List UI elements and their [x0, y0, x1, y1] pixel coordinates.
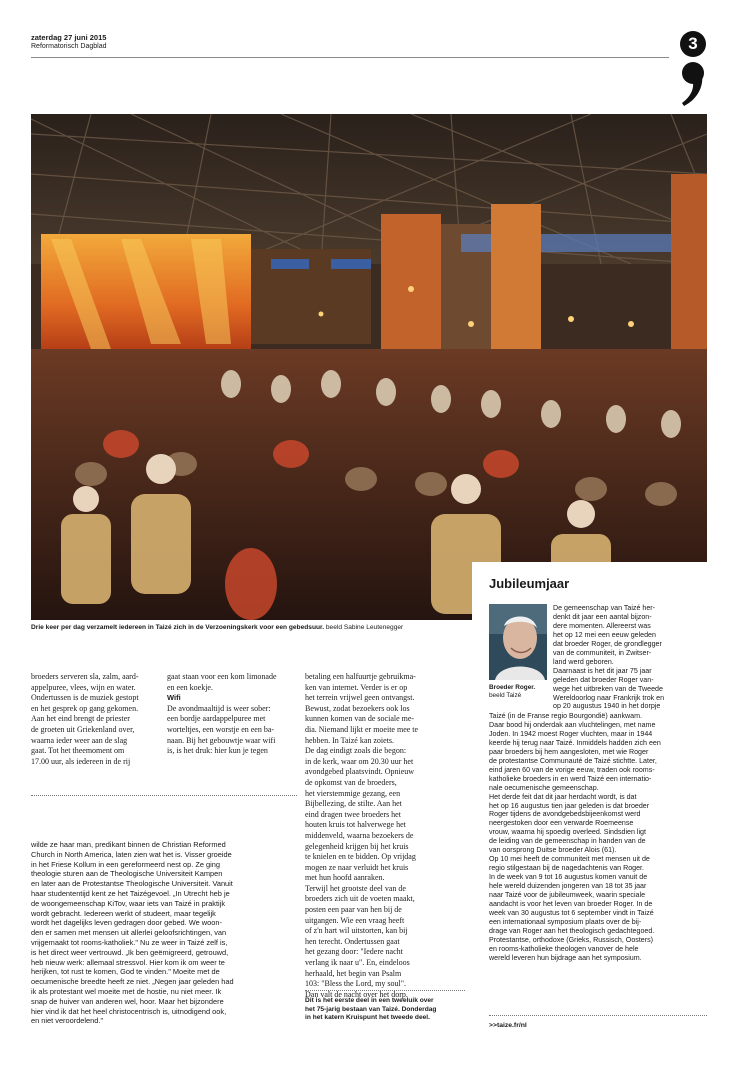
- article-lower-block: [31, 840, 301, 1026]
- dotted-separator: [31, 795, 297, 796]
- article-column-2: [167, 672, 297, 757]
- text-line: het vierstemmige gezang, een: [305, 788, 401, 798]
- text-line: land werd geboren.: [553, 657, 614, 666]
- text-line: Terwijl het grootste deel van de: [305, 883, 406, 893]
- text-line: Op 10 mei heeft de communiteit met mensen uit de: [489, 855, 650, 864]
- text-line: In de week van 9 tot 16 augustus komen vanuit de: [489, 873, 648, 882]
- text-line: een bordje aardappelpuree met: [167, 714, 266, 724]
- text-line: worteltjes, een worstje en een ba-: [167, 724, 275, 734]
- text-line: 103: "Bless the Lord, my soul".: [305, 979, 406, 989]
- text-line: het gezang door: "Iedere nacht: [305, 947, 403, 957]
- text-line: Het derde feit dat dit jaar herdacht wordt, is dat: [489, 792, 637, 801]
- series-note: [305, 997, 465, 1023]
- text-line: is, is het druk: hier kun je tegen: [167, 746, 268, 756]
- text-line: denkt dit jaar een aantal bijzon-: [553, 612, 652, 621]
- text-line: in het Friese Kollum in een gereformeerd nest op. Ze ging: [31, 859, 220, 869]
- text-line: week van 30 augustus tot 6 september vindt in Taizé: [489, 908, 654, 917]
- text-line: Ondertussen is de muziek gestopt: [31, 693, 139, 703]
- text-line: eind jaren 60 van de vorige eeuw, traden ook rooms-: [489, 765, 655, 774]
- portrait-credit: beeld Taizé: [489, 692, 522, 700]
- text-line: in het katern Kruispunt het tweede deel.: [305, 1014, 430, 1022]
- website-link[interactable]: >>taize.fr/nl: [489, 1022, 527, 1029]
- text-line: oecumenische breedte heeft ze niet. „Negen jaar geleden had: [31, 977, 234, 987]
- text-line: Roger tijdens de avondgebedsbijeenkomst werd: [489, 810, 641, 819]
- text-line: katholieke broeders in en werd Taizé een internatio-: [489, 774, 652, 783]
- text-line: wereld leveren hun bijdrage aan het symposium.: [489, 953, 642, 962]
- text-line: de opkomst van de broeders,: [305, 777, 397, 787]
- text-line: met hun hoofd aanraken.: [305, 873, 385, 883]
- text-line: Dan valt de nacht over het dorp.: [305, 989, 408, 999]
- text-line: haar studententijd kent ze het Taizégevoel. „In Utrecht heb je: [31, 888, 230, 898]
- church-interior-illustration: [31, 114, 707, 620]
- text-line: de groeten uit Griekenland over,: [31, 724, 135, 734]
- dotted-separator: [305, 990, 465, 991]
- comma-logo-icon: [680, 62, 706, 106]
- page-number: 3: [680, 31, 706, 57]
- portrait-illustration: [489, 604, 547, 680]
- text-line: waarna ieder weer aan de slag: [31, 735, 128, 745]
- text-line: uitgangen. Wie een vraag heeft: [305, 915, 405, 925]
- text-line: wilde ze haar man, predikant binnen de Christian Reformed: [31, 840, 226, 849]
- text-line: vrijgemaakt tot rooms-katholiek." Nu ze weer in Taizé zelf is,: [31, 937, 228, 947]
- text-line: in de kerk, waar om 20.30 uur het: [305, 756, 414, 766]
- text-line: de woongemeenschap KiTov, waar iets van Taizé in praktijk: [31, 898, 226, 908]
- text-line: kunnen komen van de sociale me-: [305, 714, 415, 724]
- text-line: theologie sturen aan de Theologische Universiteit Kampen: [31, 869, 223, 879]
- photo-credit: beeld Sabine Leutenegger: [325, 624, 404, 631]
- text-line: mogen ze naar verluidt het kruis: [305, 862, 409, 872]
- text-line: van de communiteit, in Zwitser-: [553, 648, 652, 657]
- text-line: dia. Niemand lijkt er moeite mee te: [305, 724, 419, 734]
- text-line: nale oecumenische gemeenschap.: [489, 783, 599, 792]
- text-line: het op 12 mei een eeuw geleden: [553, 630, 656, 639]
- sidebar-text-upper: [553, 604, 708, 711]
- text-line: broeders zich uit de voeten maakt,: [305, 894, 415, 904]
- text-line: vrouw, waarna hij spoedig overleed. Sindsdien ligt: [489, 828, 646, 837]
- text-line: verlang ik naar u". En, eindeloos: [305, 958, 410, 968]
- text-line: hen terecht. Ondertussen gaat: [305, 936, 400, 946]
- text-line: paar broeders bij hem aangesloten, met wie Roger: [489, 747, 649, 756]
- text-line: naan. Bij het gebouwtje waar wifi: [167, 735, 276, 745]
- text-line: avondgebed plaatsvindt. Opnieuw: [305, 767, 415, 777]
- text-line: aandacht is voor het leven van broeder Roger. In de: [489, 900, 653, 909]
- text-line: en niet veroordelend.": [31, 1016, 104, 1026]
- photo-caption: [31, 624, 471, 631]
- text-line: Dit is het eerste deel in een tweeluik over: [305, 997, 434, 1004]
- article-column-3: [305, 672, 465, 1000]
- text-line: gaat staan voor een kom limonade: [167, 672, 277, 681]
- text-line: hier vind ik dat het heel christocentrisch is, uitnodigend ook,: [31, 1006, 227, 1016]
- text-line: wege het uitbreken van de Tweede: [553, 684, 663, 693]
- text-line: Aan het eind brengt de priester: [31, 714, 130, 724]
- text-line: heb nieuw werk: allemaal stressvol. Hier kom ik om weer te: [31, 957, 225, 967]
- text-line: Daarnaast is het dit jaar 75 jaar: [553, 666, 652, 675]
- text-line: drage van Roger aan het theologisch gedachtegoed.: [489, 926, 655, 935]
- text-line: neergestoken door een verwarde Roemeense: [489, 819, 634, 828]
- text-line: de leiding van de gemeenschap in handen van de: [489, 837, 646, 846]
- article-column-1: [31, 672, 161, 767]
- text-line: De gemeenschap van Taizé her-: [553, 604, 655, 612]
- text-line: den er samen met mensen uit allerlei geloofsrichtingen, van: [31, 928, 227, 938]
- text-line: Bijbellezing, de stilte. Aan het: [305, 799, 402, 809]
- text-line: herhaald, het begin van Psalm: [305, 968, 402, 978]
- sidebar-title: Jubileumjaar: [489, 576, 570, 591]
- issue-date: zaterdag 27 juni 2015: [31, 33, 107, 42]
- portrait-caption: [489, 684, 551, 701]
- text-line: en een koekje.: [167, 682, 213, 692]
- text-line: dere momenten. Allereerst was: [553, 621, 651, 630]
- text-line: of z'n hart wil uitstorten, kan bij: [305, 926, 408, 936]
- photo-caption-text: Drie keer per dag verzamelt iedereen in Taizé zich in de Verzoeningskerk voor een gebedsuur.: [31, 624, 325, 631]
- text-line: hebben. In Taizé kan zoiets.: [305, 735, 395, 745]
- header-rule: [31, 57, 669, 58]
- text-line: wordt het dagelijks leven gedragen door gebed. We woon-: [31, 918, 222, 928]
- portrait-photo: [489, 604, 547, 680]
- text-line: en rooms-katholieke theologen vanover de hele: [489, 944, 639, 953]
- text-line: eind dragen twee broeders het: [305, 809, 401, 819]
- subheading-wifi: Wifi: [167, 693, 181, 703]
- text-line: Bewust, zodat bezoekers ook los: [305, 703, 410, 713]
- sidebar-text-lower: [489, 712, 707, 963]
- text-line: van oorsprong Duitse broeder Alois (61).: [489, 846, 617, 855]
- text-line: Taizé (in de Franse regio Bourgondië) aankwam.: [489, 712, 642, 720]
- text-line: De dag eindigt zoals die begon:: [305, 746, 407, 756]
- text-line: houten kruis tot halverwege het: [305, 820, 406, 830]
- text-line: dat broeder Roger, de grondlegger: [553, 639, 662, 648]
- text-line: ken van internet. Verder is er op: [305, 682, 408, 692]
- newspaper-name: Reformatorisch Dagblad: [31, 43, 107, 50]
- text-line: De avondmaaltijd is weer sober:: [167, 703, 271, 713]
- text-line: het op 16 augustus tien jaar geleden is dat broeder: [489, 801, 650, 810]
- text-line: het 75-jarig bestaan van Taizé. Donderdag: [305, 1005, 437, 1013]
- text-line: te knielen en te bidden. Op vrijdag: [305, 852, 416, 862]
- text-line: een internationaal symposium plaats over de bij-: [489, 917, 642, 926]
- text-line: herijken, tot rust te komen, God te vinden." Moeite met de: [31, 967, 220, 977]
- text-line: gelegenheid krijgen bij het kruis: [305, 841, 409, 851]
- text-line: op 20 augustus 1940 in het dorpje: [553, 702, 661, 711]
- text-line: ik als protestant wel moeite met de hostie, nu niet meer. Ik: [31, 986, 222, 996]
- text-line: appelpuree, vlees, wijn en water.: [31, 682, 136, 692]
- text-line: hele wereld duizenden jongeren van 18 tot 35 jaar: [489, 882, 647, 891]
- text-line: Joden. In 1942 moest Roger vluchten, maar in 1944: [489, 729, 653, 738]
- text-line: Protestantse, orthodoxe (Grieks, Russisch, Oosters): [489, 935, 654, 944]
- text-line: regio stilgestaan bij de nagedachtenis van Roger.: [489, 864, 644, 873]
- text-line: middenveld, waarna bezoekers de: [305, 830, 414, 840]
- text-line: de protestantse Communauté de Taizé stichtte. Later,: [489, 756, 657, 765]
- text-line: broeders serveren sla, zalm, aard-: [31, 672, 139, 681]
- text-line: en het gesprek op gang gekomen.: [31, 703, 139, 713]
- text-line: keerde hij terug naar Taizé. Inmiddels hadden zich een: [489, 738, 661, 747]
- text-line: het terrein vrijwel geen ontvangst.: [305, 693, 415, 703]
- portrait-caption-name: Broeder Roger.: [489, 684, 536, 691]
- text-line: snap de huiver van anderen wel, hoor. Maar het bijzondere: [31, 996, 224, 1006]
- text-line: Church in North America, laten zien wat het is. Visser groeide: [31, 849, 232, 859]
- text-line: wordt gebracht. Iedereen werkt of studeert, maar tegelijk: [31, 908, 216, 918]
- text-line: is het direct weer vertrouwd. „Ik ben geëmigreerd, getrouwd,: [31, 947, 229, 957]
- text-line: 17.00 uur, als iedereen in de rij: [31, 756, 131, 766]
- text-line: geleden dat broeder Roger van-: [553, 675, 654, 684]
- church-photo: [31, 114, 707, 620]
- text-line: Wereldoorlog naar Frankrijk trok en: [553, 693, 665, 702]
- text-line: naar Taizé voor de jubileumweek, waarin speciale: [489, 891, 646, 900]
- text-line: gaat. Tot het theemoment om: [31, 746, 125, 756]
- dotted-separator: [489, 1015, 707, 1016]
- text-line: posten een paar van hen bij de: [305, 905, 402, 915]
- text-line: en later aan de Protestantse Theologische Universiteit. Vanuit: [31, 879, 233, 889]
- text-line: Daar bood hij onderdak aan vluchtelingen, met name: [489, 720, 656, 729]
- text-line: betaling een halfuurtje gebruikma-: [305, 672, 416, 681]
